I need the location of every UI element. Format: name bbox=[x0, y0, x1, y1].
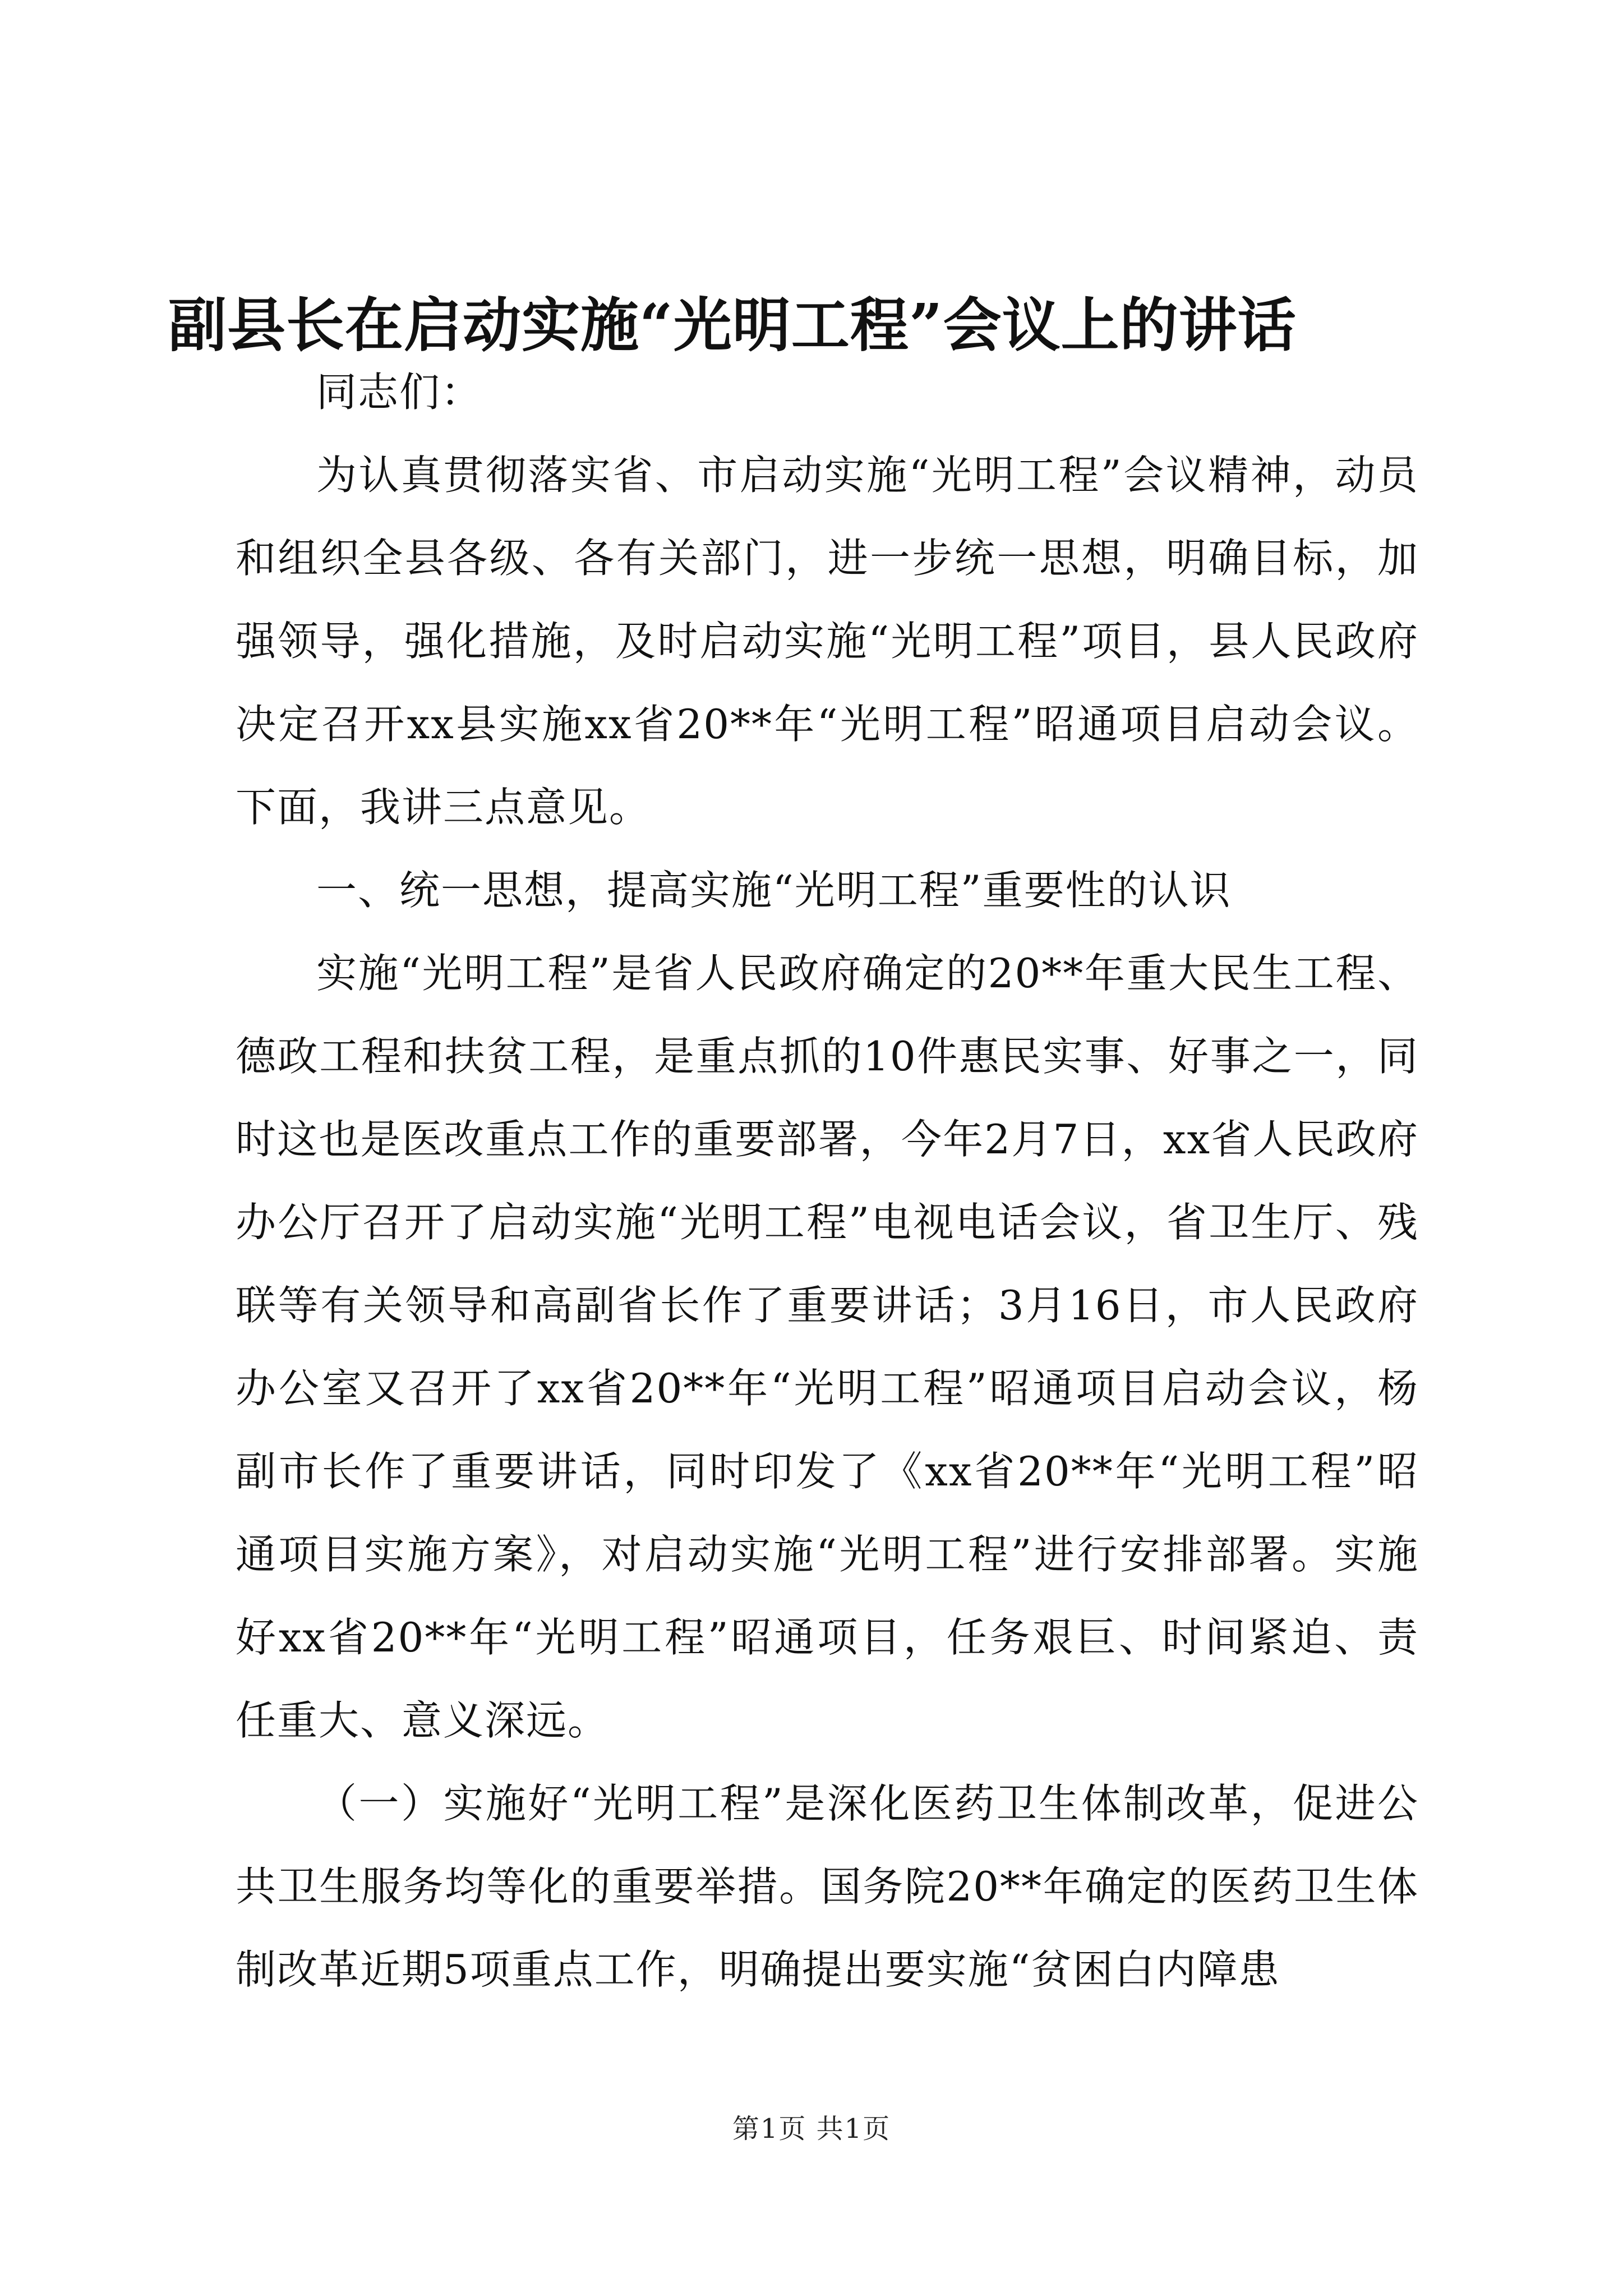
salutation: 同志们： bbox=[316, 369, 483, 416]
paragraph-section-1: 实施“光明工程”是省人民政府确定的20**年重大民生工程、德政工程和扶贫工程，是重点抓的10件惠民实事、好事之一，同时这也是医改重点工作的重要部署，今年2月7日，xx省人民政府办公厅召开了启动实施“光明工程”电视电话会议，省卫生厅、残联等有关领导和高副省长作了重要讲话；3月16日，市人民政府办公室又召开了xx省20**年“光明工程”昭通项目启动会议，杨副市长作了重要讲话，同时印发了《xx省20**年“光明工程”昭通项目实施方案》，对启动实施“光明工程”进行安排部署。实施好xx省20**年“光明工程”昭通项目，任务艰巨、时间紧迫、责任重大、意义深远。 bbox=[236, 950, 1419, 1744]
paragraph-subsection-1: （一）实施好“光明工程”是深化医药卫生体制改革，促进公共卫生服务均等化的重要举措。国务院20**年确定的医药卫生体制改革近期5项重点工作，明确提出要实施“贫困白内障患 bbox=[236, 1780, 1419, 1993]
document-body bbox=[236, 351, 1419, 2011]
document-title: 副县长在启动实施“光明工程”会议上的讲话 bbox=[168, 291, 1297, 360]
paragraph-intro: 为认真贯彻落实省、市启动实施“光明工程”会议精神，动员和组织全县各级、各有关部门，进一步统一思想，明确目标，加强领导，强化措施，及时启动实施“光明工程”项目，县人民政府决定召开xx县实施xx省20**年“光明工程”昭通项目启动会议。下面，我讲三点意见。 bbox=[236, 452, 1419, 831]
section-heading-1: 一、统一思想，提高实施“光明工程”重要性的认识 bbox=[316, 867, 1232, 914]
page-footer: 第1页 共1页 bbox=[732, 2113, 891, 2145]
